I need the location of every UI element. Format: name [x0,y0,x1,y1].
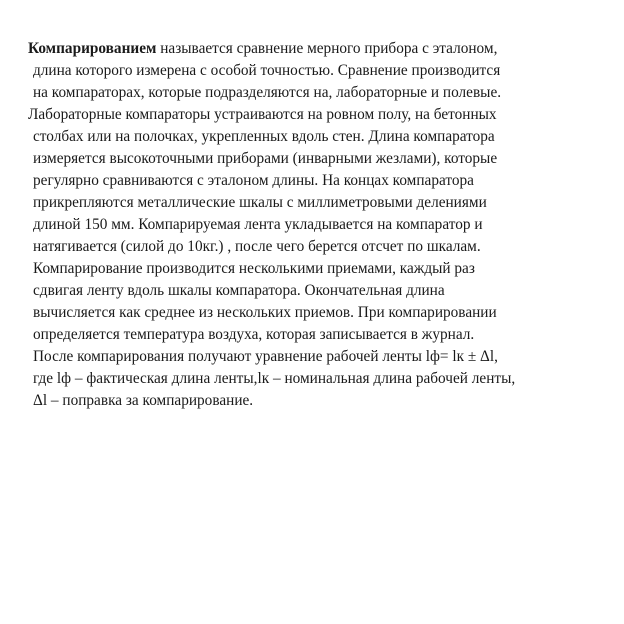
text-line-9: длиной 150 мм. Компарируемая лента укладывается на компаратор и [33,216,483,233]
text-line-5: столбах или на полочках, укрепленных вдоль стен. Длина компаратора [33,128,495,145]
text-line-16: где lф – фактическая длина ленты,lк – номинальная длина рабочей ленты, [33,370,516,387]
text-line-13: вычисляется как среднее из нескольких приемов. При компарировании [33,304,497,321]
text-line-15: После компарирования получают уравнение рабочей ленты lф= lк ± Δl, [33,348,498,365]
text-line-8: прикрепляются металлические шкалы с миллиметровыми делениями [33,194,487,211]
text-line-10: натягивается (силой до 10кг.) , после чего берется отсчет по шкалам. [33,238,481,255]
text-line-1-rest: называется сравнение мерного прибора с эталоном, [156,40,498,57]
text-line-2: длина которого измерена с особой точностью. Сравнение производится [33,62,501,79]
text-line-3: на компараторах, которые подразделяются на, лабораторные и полевые. [33,84,502,101]
text-line-11: Компарирование производится несколькими приемами, каждый раз [33,260,475,277]
text-line-12: сдвигая ленту вдоль шкалы компаратора. Окончательная длина [33,282,445,299]
text-line-6: измеряется высокоточными приборами (инварными жезлами), которые [33,150,498,167]
text-line-14: определяется температура воздуха, которая записывается в журнал. [33,326,475,343]
text-line-4: Лабораторные компараторы устраиваются на ровном полу, на бетонных [28,106,497,123]
defined-term: Компарированием [28,40,157,57]
text-line-1 [28,38,497,60]
text-line-17: Δl – поправка за компарирование. [33,392,254,409]
text-line-7: регулярно сравниваются с эталоном длины. На концах компаратора [33,172,474,189]
